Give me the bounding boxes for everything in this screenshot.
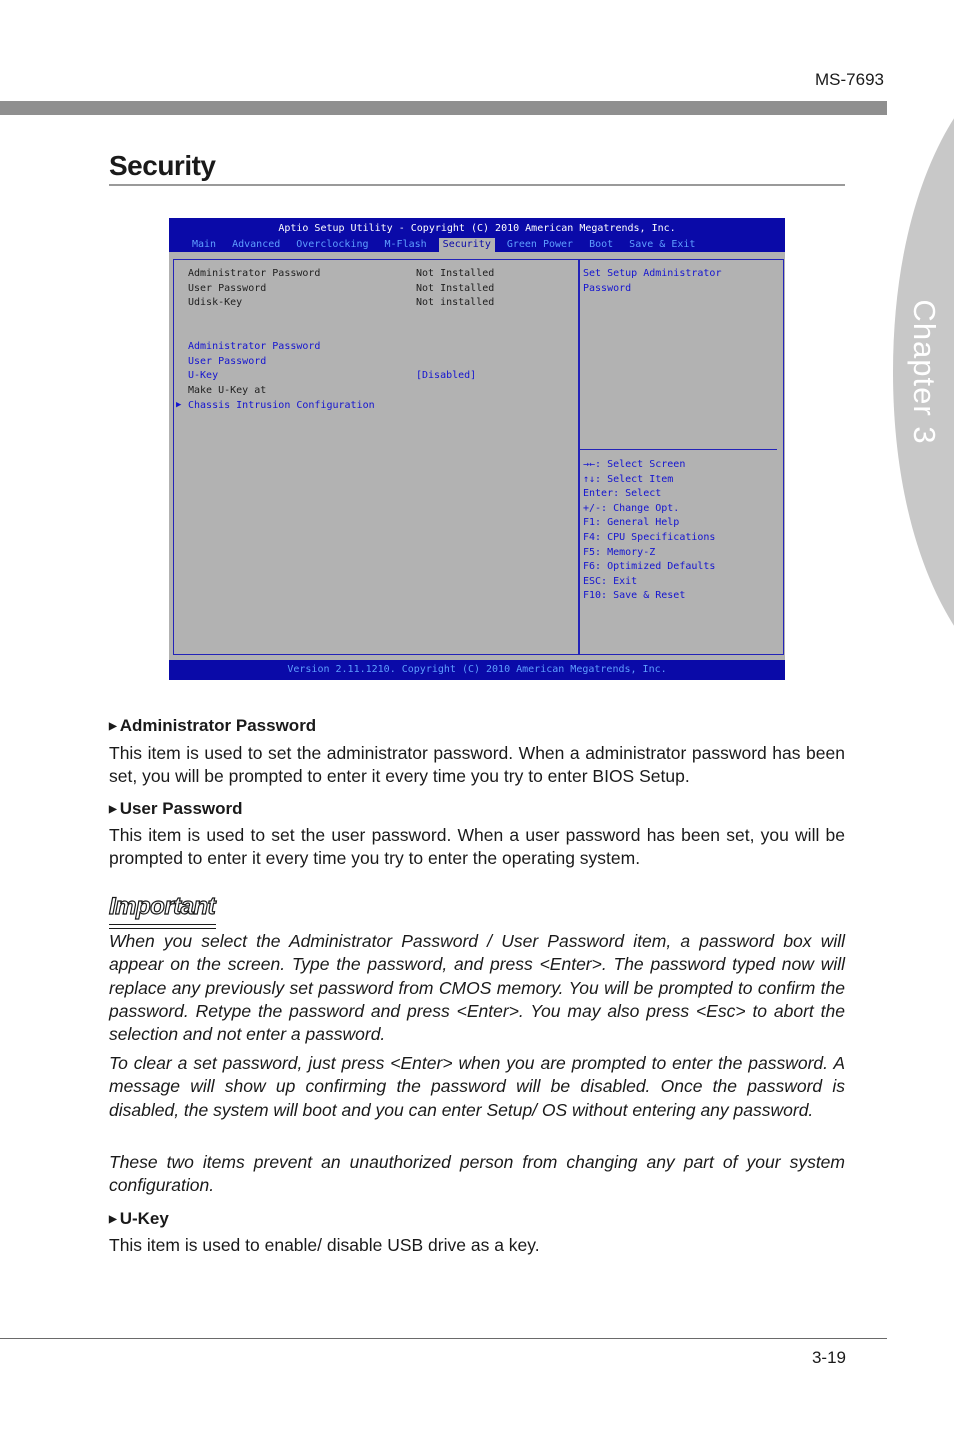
bios-key-enter: Enter: Select: [583, 488, 662, 500]
user-password-heading-text: User Password: [119, 799, 243, 818]
important-heading: Important: [109, 893, 216, 920]
bios-key-f10: F10: Save & Reset: [583, 590, 686, 602]
bios-udisk-key-value: Not installed: [416, 297, 495, 308]
admin-password-heading-text: Administrator Password: [119, 716, 317, 735]
important-paragraph-2: To clear a set password, just press <Enter> when you are prompted to enter the password. A message will show up confirming the password will be disabled. Once the password is disabled, the system will boot and you can enter Setup/ OS without entering any password.: [109, 1053, 845, 1120]
page-title: Security: [109, 150, 216, 181]
bios-admin-password-status-value: Not Installed: [416, 268, 495, 279]
bios-key-f6: F6: Optimized Defaults: [583, 561, 716, 573]
bios-help-panel: [578, 259, 784, 655]
title-divider: [109, 184, 845, 186]
page-number: 3-19: [811, 1348, 846, 1367]
bios-settings-panel: [173, 259, 580, 655]
admin-password-description: This item is used to set the administrator password. When a administrator password has been set, you will be prompted to enter it every time you try to enter BIOS Setup.: [109, 743, 845, 787]
bios-footer: [169, 660, 785, 680]
u-key-heading: [109, 1209, 169, 1229]
bios-user-password-status-value: Not Installed: [416, 283, 495, 294]
triangle-bullet-icon: ▶: [109, 1214, 117, 1225]
bios-key-f1: F1: General Help: [583, 517, 680, 529]
bios-admin-password-status-label: Administrator Password: [188, 268, 321, 279]
user-password-heading: [109, 799, 243, 819]
bios-u-key-value[interactable]: [Disabled]: [416, 370, 477, 381]
bios-tab-boot[interactable]: Boot: [589, 239, 614, 250]
bios-make-u-key-item: Make U-Key at: [188, 385, 267, 396]
important-paragraph-1: When you select the Administrator Password / User Password item, a password box will appear on the screen. Type the password, and press <Enter>. The password typed now will replace any previously set password from CMOS memory. You will be prompted to confirm the password. Retype the password and press <Enter>. You may also press <Esc> to abort the selection and not enter a password.: [109, 931, 845, 1045]
header-bar: [0, 101, 887, 115]
bios-user-password-item[interactable]: User Password: [188, 356, 267, 367]
important-underline: [109, 924, 216, 929]
bios-admin-password-item[interactable]: Administrator Password: [188, 341, 321, 352]
bios-tab-green-power[interactable]: Green Power: [506, 239, 574, 250]
bios-screenshot: [169, 218, 785, 680]
admin-password-heading: [109, 716, 316, 736]
bios-tab-advanced[interactable]: Advanced: [232, 239, 281, 250]
bios-key-f5: F5: Memory-Z: [583, 546, 656, 558]
bios-tab-m-flash[interactable]: M-Flash: [384, 239, 427, 250]
bios-header: [169, 218, 785, 252]
u-key-heading-text: U-Key: [119, 1209, 169, 1228]
bios-tab-overclocking[interactable]: Overclocking: [296, 239, 369, 250]
bios-footer-text: Version 2.11.1210. Copyright (C) 2010 American Megatrends, Inc.: [287, 664, 667, 675]
footer-divider: [0, 1338, 887, 1339]
chapter-tab-label: Chapter 3: [907, 299, 942, 445]
bios-u-key-item[interactable]: U-Key: [188, 370, 219, 381]
bios-key-legend: [583, 458, 715, 604]
bios-help-divider: [580, 449, 777, 450]
bios-title: Aptio Setup Utility - Copyright (C) 2010 American Megatrends, Inc.: [278, 223, 676, 234]
bios-tab-bar: [188, 238, 699, 252]
triangle-bullet-icon: ▶: [109, 721, 117, 732]
bios-key-f4: F4: CPU Specifications: [583, 531, 716, 543]
model-number: MS-7693: [815, 70, 884, 89]
bios-key-change-opt: +/-: Change Opt.: [583, 502, 680, 514]
user-password-description: This item is used to set the user password. When a user password has been set, you will be prompted to enter it every time you try to enter the operating system.: [109, 825, 845, 869]
bios-key-select-screen: →←: Select Screen: [583, 459, 686, 470]
bios-help-line: Password: [583, 282, 632, 294]
bios-tab-save-exit[interactable]: Save & Exit: [629, 239, 696, 250]
bios-help-text: [583, 267, 721, 296]
bios-user-password-status-label: User Password: [188, 283, 267, 294]
u-key-description: This item is used to enable/ disable USB drive as a key.: [109, 1235, 540, 1255]
bios-submenu-arrow-icon: ▶: [176, 400, 182, 410]
bios-key-select-item: ↑↓: Select Item: [583, 473, 674, 485]
bios-tab-main[interactable]: Main: [192, 239, 217, 250]
triangle-bullet-icon: ▶: [109, 804, 117, 815]
bios-help-line: Set Setup Administrator: [583, 268, 722, 279]
bios-key-esc: ESC: Exit: [583, 575, 638, 587]
bios-udisk-key-label: Udisk-Key: [188, 297, 243, 308]
bios-chassis-intrusion-item[interactable]: Chassis Intrusion Configuration: [188, 400, 375, 411]
important-paragraph-3: These two items prevent an unauthorized person from changing any part of your system configuration.: [109, 1152, 845, 1196]
bios-tab-security[interactable]: Security: [439, 238, 495, 252]
